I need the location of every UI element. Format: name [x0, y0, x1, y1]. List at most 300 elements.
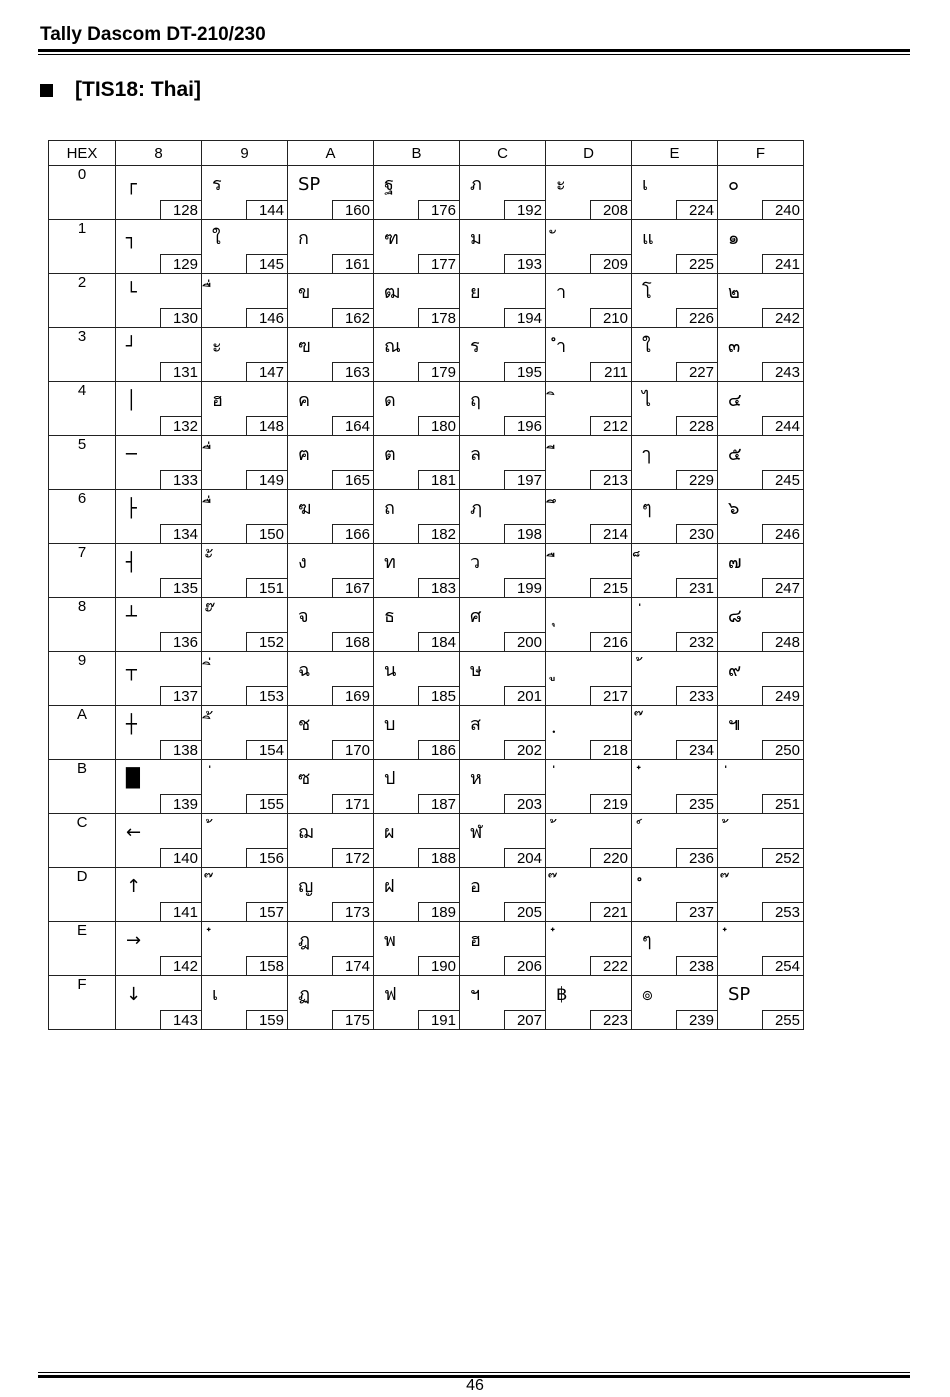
char-code: 234 — [676, 740, 718, 760]
char-cell — [116, 598, 202, 652]
row-header: 3 — [49, 328, 116, 382]
char-cell — [718, 220, 804, 274]
char-code: 233 — [676, 686, 718, 706]
char-cell — [632, 274, 718, 328]
row-header: 2 — [49, 274, 116, 328]
char-code: 188 — [418, 848, 460, 868]
char-glyph: ๓ — [728, 336, 741, 357]
char-code: 238 — [676, 956, 718, 976]
char-cell — [288, 706, 374, 760]
char-code: 170 — [332, 740, 374, 760]
char-cell — [460, 274, 546, 328]
char-code: 205 — [504, 902, 546, 922]
char-glyph: SP — [298, 174, 321, 195]
char-glyph: ๆ — [642, 930, 652, 951]
char-glyph: ┌ — [126, 174, 137, 195]
char-code: 248 — [762, 632, 804, 652]
char-cell — [116, 436, 202, 490]
column-header: F — [718, 141, 804, 166]
char-cell — [718, 652, 804, 706]
char-code: 139 — [160, 794, 202, 814]
char-cell — [632, 760, 718, 814]
char-cell — [632, 652, 718, 706]
char-cell — [374, 652, 460, 706]
row-header: F — [49, 976, 116, 1030]
char-glyph: └ — [126, 282, 137, 303]
char-cell — [632, 814, 718, 868]
char-cell — [546, 436, 632, 490]
char-cell — [546, 166, 632, 220]
char-code: 209 — [590, 254, 632, 274]
char-cell — [718, 814, 804, 868]
char-cell — [116, 814, 202, 868]
char-code: 183 — [418, 578, 460, 598]
char-glyph: ๅ — [642, 444, 651, 465]
char-code: 149 — [246, 470, 288, 490]
char-code: 244 — [762, 416, 804, 436]
char-cell — [374, 544, 460, 598]
row-header: 7 — [49, 544, 116, 598]
char-code: 222 — [590, 956, 632, 976]
char-glyph: เ — [212, 984, 219, 1005]
char-cell — [546, 760, 632, 814]
char-cell — [374, 706, 460, 760]
char-code: 197 — [504, 470, 546, 490]
char-cell — [288, 436, 374, 490]
char-code: 246 — [762, 524, 804, 544]
char-code: 214 — [590, 524, 632, 544]
char-cell — [116, 652, 202, 706]
table-row — [49, 274, 804, 328]
char-cell — [632, 490, 718, 544]
char-cell — [460, 166, 546, 220]
header-rule-thick — [38, 49, 910, 52]
char-cell — [374, 220, 460, 274]
char-cell — [116, 490, 202, 544]
column-header: A — [288, 141, 374, 166]
char-cell — [288, 652, 374, 706]
char-cell — [718, 382, 804, 436]
char-code: 184 — [418, 632, 460, 652]
char-cell — [374, 490, 460, 544]
char-code: 155 — [246, 794, 288, 814]
char-cell — [202, 814, 288, 868]
row-header: D — [49, 868, 116, 922]
char-glyph: บ — [384, 714, 396, 735]
char-cell — [288, 922, 374, 976]
char-glyph: ป — [384, 768, 396, 789]
char-code: 255 — [762, 1010, 804, 1030]
row-header: 1 — [49, 220, 116, 274]
column-header: 8 — [116, 141, 202, 166]
char-cell — [546, 274, 632, 328]
char-glyph: ┼ — [126, 714, 137, 735]
char-cell — [718, 436, 804, 490]
char-code: 162 — [332, 308, 374, 328]
char-code: 176 — [418, 200, 460, 220]
char-code: 152 — [246, 632, 288, 652]
char-glyph: ห — [470, 768, 482, 789]
char-glyph: ก — [298, 228, 309, 249]
char-code: 247 — [762, 578, 804, 598]
char-code: 143 — [160, 1010, 202, 1030]
char-code: 159 — [246, 1010, 288, 1030]
char-glyph: ภ — [470, 174, 482, 195]
char-code: 241 — [762, 254, 804, 274]
char-cell — [374, 760, 460, 814]
hex-corner-header: HEX — [49, 141, 116, 166]
char-glyph: ┬ — [126, 660, 137, 681]
char-code: 231 — [676, 578, 718, 598]
char-code: 245 — [762, 470, 804, 490]
char-glyph: จ — [298, 606, 309, 627]
char-code: 128 — [160, 200, 202, 220]
char-glyph: ธ — [384, 606, 395, 627]
section-title: [TIS18: Thai] — [75, 78, 202, 101]
char-code: 129 — [160, 254, 202, 274]
char-cell — [546, 382, 632, 436]
char-cell — [288, 274, 374, 328]
char-cell — [202, 490, 288, 544]
char-code: 207 — [504, 1010, 546, 1030]
char-glyph: ← — [126, 822, 142, 843]
char-code: 175 — [332, 1010, 374, 1030]
char-cell — [718, 490, 804, 544]
char-code: 252 — [762, 848, 804, 868]
char-cell — [718, 166, 804, 220]
char-cell — [546, 328, 632, 382]
char-glyph: ฅ — [298, 444, 311, 465]
char-code: 165 — [332, 470, 374, 490]
char-glyph: ๖ — [728, 498, 740, 519]
column-header: E — [632, 141, 718, 166]
char-glyph: ๚ — [728, 714, 741, 735]
char-glyph: ร — [470, 336, 480, 357]
char-code: 196 — [504, 416, 546, 436]
char-glyph: ↓ — [126, 984, 142, 1005]
char-glyph: ษ — [470, 660, 482, 681]
char-code: 151 — [246, 578, 288, 598]
char-code: 136 — [160, 632, 202, 652]
table-row — [49, 976, 804, 1030]
char-glyph: ำ — [556, 336, 567, 357]
char-code: 181 — [418, 470, 460, 490]
char-code: 153 — [246, 686, 288, 706]
char-code: 250 — [762, 740, 804, 760]
char-cell — [718, 922, 804, 976]
char-cell — [546, 706, 632, 760]
char-glyph: │ — [126, 390, 137, 411]
char-cell — [460, 598, 546, 652]
char-code: 236 — [676, 848, 718, 868]
char-cell — [374, 382, 460, 436]
char-glyph: ฮ — [470, 930, 481, 951]
char-cell — [202, 706, 288, 760]
char-glyph: ฬ — [470, 822, 483, 843]
char-cell — [288, 544, 374, 598]
char-cell — [288, 166, 374, 220]
char-cell — [374, 436, 460, 490]
char-glyph: โ — [642, 282, 652, 303]
char-code: 189 — [418, 902, 460, 922]
table-row — [49, 598, 804, 652]
char-code: 206 — [504, 956, 546, 976]
char-code: 174 — [332, 956, 374, 976]
char-cell — [116, 760, 202, 814]
char-glyph: ┤ — [126, 552, 137, 573]
char-code: 180 — [418, 416, 460, 436]
char-glyph: ฉ — [298, 660, 311, 681]
row-header: E — [49, 922, 116, 976]
char-code: 219 — [590, 794, 632, 814]
char-code: 215 — [590, 578, 632, 598]
char-code: 218 — [590, 740, 632, 760]
char-cell — [632, 598, 718, 652]
table-row — [49, 868, 804, 922]
section-heading — [40, 78, 201, 102]
table-row — [49, 706, 804, 760]
char-cell — [374, 922, 460, 976]
char-cell — [460, 436, 546, 490]
char-glyph: ฯ — [470, 984, 481, 1005]
char-glyph: ล — [470, 444, 482, 465]
char-cell — [546, 652, 632, 706]
char-code: 249 — [762, 686, 804, 706]
char-cell — [288, 868, 374, 922]
char-glyph: ะ — [556, 174, 566, 195]
char-code: 186 — [418, 740, 460, 760]
row-header: B — [49, 760, 116, 814]
footer-rule-thin — [38, 1372, 910, 1373]
char-glyph: ส — [470, 714, 481, 735]
char-cell — [202, 544, 288, 598]
char-cell — [632, 868, 718, 922]
char-glyph: ┘ — [126, 336, 137, 357]
char-glyph: ฐ — [384, 174, 394, 195]
char-glyph: ด — [384, 390, 396, 411]
char-glyph: ๕ — [728, 444, 742, 465]
header-rule-thin — [38, 54, 910, 55]
char-code: 150 — [246, 524, 288, 544]
char-cell — [116, 868, 202, 922]
char-cell — [718, 868, 804, 922]
row-header: 9 — [49, 652, 116, 706]
char-code: 135 — [160, 578, 202, 598]
char-code: 217 — [590, 686, 632, 706]
row-header: A — [49, 706, 116, 760]
char-cell — [288, 220, 374, 274]
char-code: 211 — [590, 362, 632, 382]
char-code: 173 — [332, 902, 374, 922]
char-code: 235 — [676, 794, 718, 814]
char-code: 227 — [676, 362, 718, 382]
char-cell — [202, 274, 288, 328]
char-cell — [116, 544, 202, 598]
char-cell — [546, 220, 632, 274]
char-cell — [116, 706, 202, 760]
char-glyph: ใ — [212, 228, 221, 249]
char-cell — [546, 922, 632, 976]
char-code: 177 — [418, 254, 460, 274]
table-row — [49, 652, 804, 706]
char-code: 208 — [590, 200, 632, 220]
column-header: D — [546, 141, 632, 166]
char-cell — [202, 652, 288, 706]
char-code: 223 — [590, 1010, 632, 1030]
char-cell — [546, 868, 632, 922]
char-glyph: ฌ — [298, 822, 314, 843]
char-code: 237 — [676, 902, 718, 922]
char-cell — [460, 976, 546, 1030]
char-cell — [546, 976, 632, 1030]
page-number: 46 — [466, 1377, 484, 1394]
char-cell — [718, 760, 804, 814]
char-code: 157 — [246, 902, 288, 922]
char-glyph: ๑ — [728, 228, 740, 249]
char-code: 166 — [332, 524, 374, 544]
table-header-row — [49, 141, 804, 166]
char-cell — [460, 328, 546, 382]
char-code: 190 — [418, 956, 460, 976]
char-glyph: ๘ — [728, 606, 742, 627]
char-code: 148 — [246, 416, 288, 436]
char-glyph: █ — [126, 768, 140, 789]
char-code: 147 — [246, 362, 288, 382]
char-cell — [202, 220, 288, 274]
char-cell — [202, 436, 288, 490]
char-glyph: ฮ — [212, 390, 223, 411]
row-header: 0 — [49, 166, 116, 220]
char-glyph: พ — [384, 930, 396, 951]
char-glyph: ว — [470, 552, 481, 573]
char-cell — [460, 652, 546, 706]
char-cell — [460, 706, 546, 760]
char-cell — [546, 490, 632, 544]
char-code: 213 — [590, 470, 632, 490]
char-cell — [460, 922, 546, 976]
char-glyph: ศ — [470, 606, 482, 627]
char-code: 172 — [332, 848, 374, 868]
row-header: 6 — [49, 490, 116, 544]
char-glyph: อ — [470, 876, 481, 897]
char-code: 137 — [160, 686, 202, 706]
char-glyph: ม — [470, 228, 482, 249]
char-code: 192 — [504, 200, 546, 220]
char-code: 164 — [332, 416, 374, 436]
char-cell — [116, 274, 202, 328]
char-glyph: ฃ — [298, 336, 311, 357]
char-code: 145 — [246, 254, 288, 274]
char-glyph: ┴ — [126, 606, 137, 627]
char-cell — [460, 490, 546, 544]
char-cell — [546, 544, 632, 598]
char-cell — [202, 976, 288, 1030]
char-glyph: ๆ — [642, 498, 652, 519]
char-cell — [632, 166, 718, 220]
char-glyph: ┐ — [126, 228, 137, 249]
table-row — [49, 760, 804, 814]
char-code: 141 — [160, 902, 202, 922]
char-glyph: ซ — [298, 768, 311, 789]
char-code: 179 — [418, 362, 460, 382]
char-cell — [460, 220, 546, 274]
square-bullet-icon — [40, 84, 53, 97]
char-cell — [374, 814, 460, 868]
char-glyph: ↑ — [126, 876, 142, 897]
column-header: B — [374, 141, 460, 166]
char-cell — [288, 760, 374, 814]
char-glyph: SP — [728, 984, 751, 1005]
char-cell — [718, 706, 804, 760]
char-code: 225 — [676, 254, 718, 274]
char-cell — [632, 976, 718, 1030]
char-code: 243 — [762, 362, 804, 382]
char-cell — [718, 976, 804, 1030]
char-glyph: ๏ — [642, 984, 653, 1005]
char-glyph: ฝ — [384, 876, 395, 897]
char-cell — [202, 760, 288, 814]
char-cell — [374, 868, 460, 922]
char-code: 220 — [590, 848, 632, 868]
char-cell — [718, 274, 804, 328]
row-header: 5 — [49, 436, 116, 490]
char-code: 133 — [160, 470, 202, 490]
char-glyph: ไ — [642, 390, 652, 411]
char-code: 254 — [762, 956, 804, 976]
char-cell — [718, 544, 804, 598]
table-row — [49, 220, 804, 274]
row-header: C — [49, 814, 116, 868]
char-cell — [632, 436, 718, 490]
char-code: 194 — [504, 308, 546, 328]
char-cell — [202, 382, 288, 436]
char-cell — [460, 868, 546, 922]
char-code: 171 — [332, 794, 374, 814]
char-glyph: ฑ — [384, 228, 399, 249]
char-code: 221 — [590, 902, 632, 922]
char-cell — [288, 598, 374, 652]
char-glyph: เ — [642, 174, 649, 195]
char-glyph: ค — [298, 390, 311, 411]
char-glyph: ญ — [298, 876, 314, 897]
char-glyph: ถ — [384, 498, 395, 519]
char-glyph: ๐ — [728, 174, 739, 195]
char-glyph: ใ — [642, 336, 651, 357]
table-row — [49, 166, 804, 220]
char-code: 198 — [504, 524, 546, 544]
char-glyph: ๔ — [728, 390, 742, 411]
character-table-container — [48, 140, 804, 1030]
char-cell — [288, 328, 374, 382]
char-code: 232 — [676, 632, 718, 652]
char-code: 199 — [504, 578, 546, 598]
char-code: 204 — [504, 848, 546, 868]
char-code: 187 — [418, 794, 460, 814]
char-cell — [374, 274, 460, 328]
char-cell — [116, 976, 202, 1030]
row-header: 4 — [49, 382, 116, 436]
char-code: 146 — [246, 308, 288, 328]
char-code: 167 — [332, 578, 374, 598]
char-code: 230 — [676, 524, 718, 544]
document-header-title: Tally Dascom DT-210/230 — [40, 24, 266, 45]
char-code: 178 — [418, 308, 460, 328]
char-cell — [460, 760, 546, 814]
char-code: 240 — [762, 200, 804, 220]
table-row — [49, 544, 804, 598]
char-cell — [460, 814, 546, 868]
char-code: 229 — [676, 470, 718, 490]
